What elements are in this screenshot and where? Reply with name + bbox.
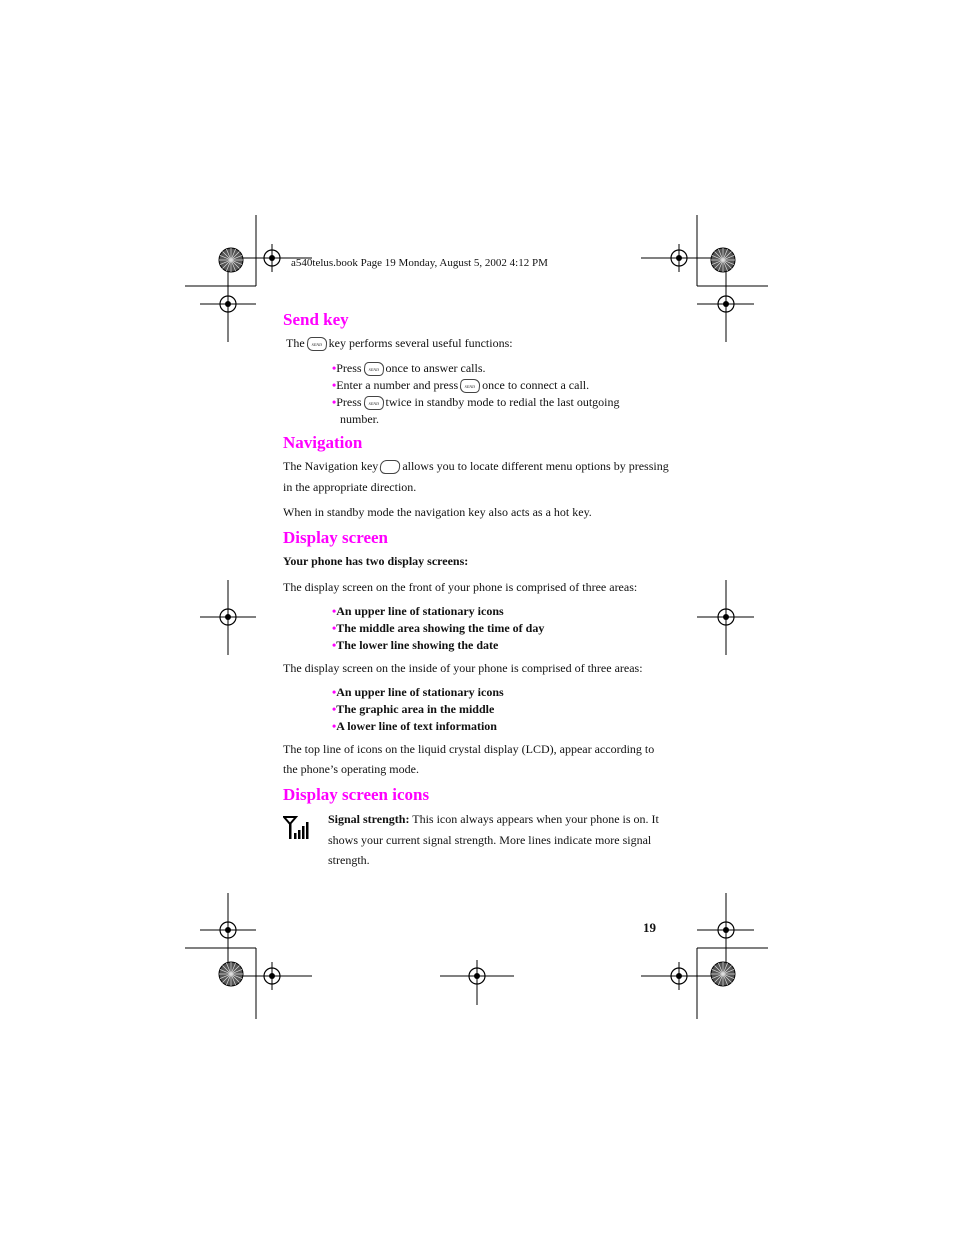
signal-strength-icon <box>283 815 309 841</box>
lcd-paragraph-line2: the phone’s operating mode. <box>283 762 419 776</box>
list-item: •A lower line of text information <box>332 719 497 733</box>
front-display-intro: The display screen on the front of your phone is comprised of three areas: <box>283 580 638 594</box>
heading-send-key: Send key <box>283 310 349 329</box>
send-key-icon: SEND <box>306 337 327 351</box>
signal-strength-line3: strength. <box>328 853 370 867</box>
send-key-icon: SEND <box>363 362 384 376</box>
list-item: •Enter a number and press SEND once to connect a call. <box>332 378 590 392</box>
heading-display-screen: Display screen <box>283 528 388 547</box>
list-item: •The lower line showing the date <box>332 638 499 652</box>
page-number: 19 <box>643 920 656 935</box>
signal-strength-line1: Signal strength: This icon always appears when your phone is on. It <box>328 812 659 826</box>
lcd-paragraph-line1: The top line of icons on the liquid crystal display (LCD), appear according to <box>283 742 655 756</box>
list-item: •The graphic area in the middle <box>332 702 495 716</box>
list-item: •The middle area showing the time of day <box>332 621 545 635</box>
display-subhead: Your phone has two display screens: <box>283 554 469 568</box>
send-key-icon: SEND <box>459 379 480 393</box>
list-item: •Press SEND twice in standby mode to redial the last outgoing <box>332 395 620 409</box>
list-item-continuation: number. <box>340 412 379 426</box>
navigation-paragraph-line2: in the appropriate direction. <box>283 480 417 494</box>
list-item: •Press SEND once to answer calls. <box>332 361 486 375</box>
list-item: •An upper line of stationary icons <box>332 604 504 618</box>
navigation-key-icon <box>380 460 401 474</box>
list-item: •An upper line of stationary icons <box>332 685 504 699</box>
signal-strength-line2: shows your current signal strength. More lines indicate more signal <box>328 833 652 847</box>
navigation-paragraph: The Navigation key allows you to locate different menu options by pressing <box>283 459 669 473</box>
navigation-hotkey-note: When in standby mode the navigation key also acts as a hot key. <box>283 505 592 519</box>
heading-navigation: Navigation <box>283 433 363 452</box>
inside-display-intro: The display screen on the inside of your phone is comprised of three areas: <box>283 661 643 675</box>
running-head: a540telus.book Page 19 Monday, August 5, 2002 4:12 PM <box>291 257 548 269</box>
send-key-intro: The SEND key performs several useful functions: <box>286 336 513 350</box>
heading-display-screen-icons: Display screen icons <box>283 785 430 804</box>
send-key-icon: SEND <box>363 396 384 410</box>
